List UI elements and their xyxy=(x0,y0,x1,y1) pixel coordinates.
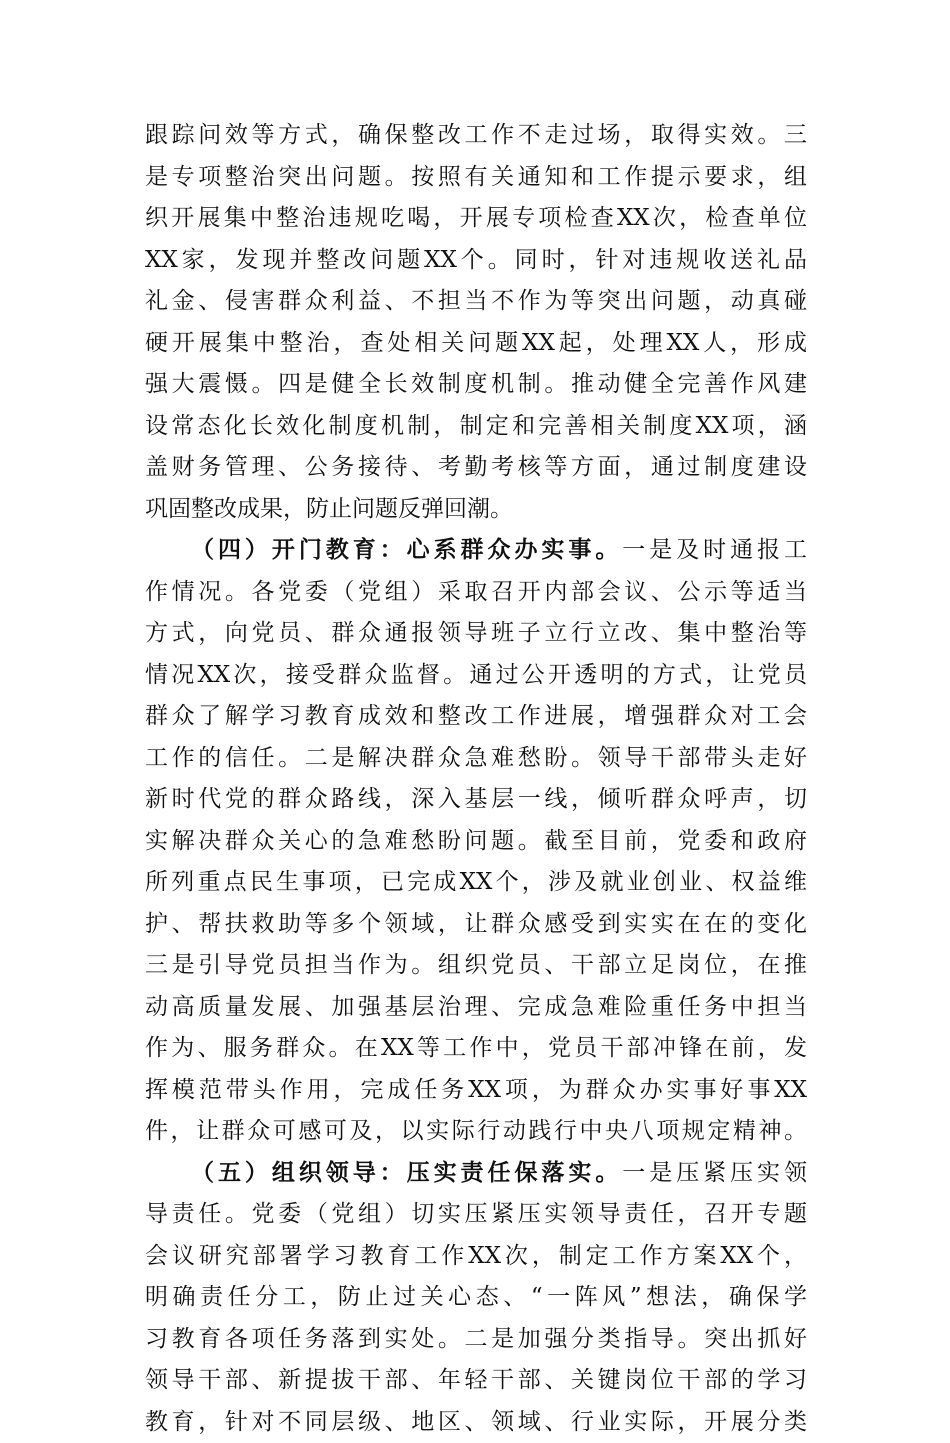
text-line: 新时代党的群众路线，深入基层一线，倾听群众呼声，切 xyxy=(145,779,807,821)
text-line: 动高质量发展、加强基层治理、完成急难险重任务中担当 xyxy=(145,987,807,1029)
text-line: 作为、服务群众。在XX等工作中，党员干部冲锋在前，发 xyxy=(145,1028,807,1070)
text-line xyxy=(145,530,807,572)
text-line: 群众了解学习教育成效和整改工作进展，增强群众对工会 xyxy=(145,696,807,738)
text-line: 强大震慑。四是健全长效制度机制。推动健全完善作风建 xyxy=(145,364,807,406)
text-line: 件，让群众可感可及，以实际行动践行中央八项规定精神。 xyxy=(145,1111,807,1153)
text-line: 挥模范带头作用，完成任务XX项，为群众办实事好事XX xyxy=(145,1070,807,1112)
text-line: 盖财务管理、公务接待、考勤考核等方面，通过制度建设 xyxy=(145,447,807,489)
text-line: 习教育各项任务落到实处。二是加强分类指导。突出抓好 xyxy=(145,1319,807,1361)
text-line: 硬开展集中整治，查处相关问题XX起，处理XX人，形成 xyxy=(145,323,807,365)
text-line: XX家，发现并整改问题XX个。同时，针对违规收送礼品 xyxy=(145,240,807,282)
text-line: 巩固整改成果，防止问题反弹回潮。 xyxy=(145,489,807,531)
text-line: 情况XX次，接受群众监督。通过公开透明的方式，让党员 xyxy=(145,655,807,697)
text-line: 明确责任分工，防止过关心态、“一阵风”想法，确保学 xyxy=(145,1277,807,1319)
text-line: 护、帮扶救助等多个领域，让群众感受到实实在在的变化 xyxy=(145,904,807,946)
text-line: 工作的信任。二是解决群众急难愁盼。领导干部带头走好 xyxy=(145,738,807,780)
text-line: 是专项整治突出问题。按照有关通知和工作提示要求，组 xyxy=(145,157,807,199)
text-line: 跟踪问效等方式，确保整改工作不走过场，取得实效。三 xyxy=(145,115,807,157)
text-line: 导责任。党委（党组）切实压紧压实领导责任，召开专题 xyxy=(145,1194,807,1236)
paragraph-2 xyxy=(145,530,807,1153)
section-heading-4: （四）开门教育：心系群众办实事。 xyxy=(191,537,622,563)
text-line: 所列重点民生事项，已完成XX个，涉及就业创业、权益维 xyxy=(145,862,807,904)
text-line: 设常态化长效化制度机制，制定和完善相关制度XX项，涵 xyxy=(145,406,807,448)
text-line xyxy=(145,1153,807,1195)
text-line: 礼金、侵害群众利益、不担当不作为等突出问题，动真碰 xyxy=(145,281,807,323)
text-line: 领导干部、新提拔干部、年轻干部、关键岗位干部的学习 xyxy=(145,1360,807,1402)
text-line: 三是引导党员担当作为。组织党员、干部立足岗位，在推 xyxy=(145,945,807,987)
paragraph-1 xyxy=(145,115,807,530)
heading-line-rest: 一是及时通报工 xyxy=(622,537,807,563)
text-line: 会议研究部署学习教育工作XX次，制定工作方案XX个， xyxy=(145,1236,807,1278)
text-line: 实解决群众关心的急难愁盼问题。截至目前，党委和政府 xyxy=(145,821,807,863)
text-line: 作情况。各党委（党组）采取召开内部会议、公示等适当 xyxy=(145,572,807,614)
text-line: 教育，针对不同层级、地区、领域、行业实际，开展分类 xyxy=(145,1402,807,1443)
heading-line-rest: 一是压紧压实领 xyxy=(622,1160,807,1186)
document-page xyxy=(145,115,807,1443)
section-heading-5: （五）组织领导：压实责任保落实。 xyxy=(191,1160,622,1186)
text-line: 方式，向党员、群众通报领导班子立行立改、集中整治等 xyxy=(145,613,807,655)
paragraph-3 xyxy=(145,1153,807,1443)
text-line: 织开展集中整治违规吃喝，开展专项检查XX次，检查单位 xyxy=(145,198,807,240)
